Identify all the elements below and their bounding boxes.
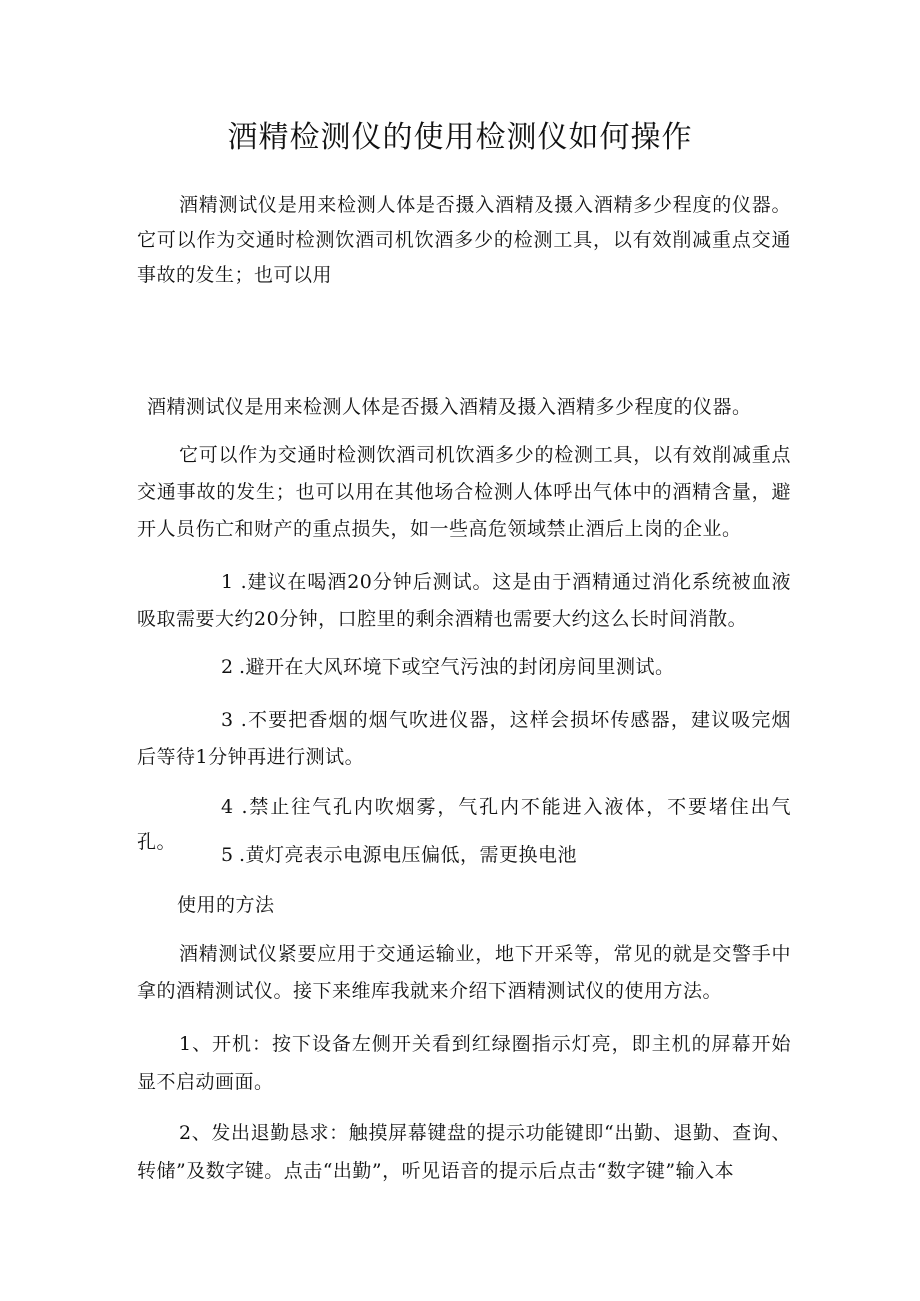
list-item-text: .禁止往气孔内吹烟雾，气孔内不能进入液体，不要堵住出气孔。 [137, 796, 791, 853]
list-item-number: 2 [221, 656, 234, 678]
list-item-1 [137, 564, 791, 638]
list-item-3 [137, 702, 791, 776]
list-item-number: 3 [221, 709, 234, 731]
list-item-text: .避开在大风环境下或空气污浊的封闭房间里测试。 [239, 656, 675, 678]
list-item-number: 5 [221, 844, 234, 866]
usage-paragraph: 它可以作为交通时检测饮酒司机饮酒多少的检测工具，以有效削减重点交通事故的发生；也可以用在其他场合检测人体呼出气体中的酒精含量，避开人员伤亡和财产的重点损失，如一些高危领域禁止酒后上岗的企业。 [137, 444, 791, 540]
list-item-2 [137, 650, 791, 685]
list-item-text: .黄灯亮表示电源电压偏低，需更换电池 [239, 844, 578, 866]
list-item-text: .建议在喝酒20分钟后测试。这是由于酒精通过消化系统被血液吸取需要大约20分钟，口腔里的剩余酒精也需要大约这么长时间消散。 [137, 571, 792, 630]
list-item-number: 1 [221, 571, 234, 593]
step-1-paragraph: 1、开机：按下设备左侧开关看到红绿圈指示灯亮，即主机的屏幕开始显不启动画面。 [137, 1033, 791, 1093]
list-item-5 [137, 838, 791, 873]
document-title: 酒精检测仪的使用检测仪如何操作 [227, 120, 693, 155]
method-paragraph: 酒精测试仪紧要应用于交通运输业，地下开采等，常见的就是交警手中拿的酒精测试仪。接下来维库我就来介绍下酒精测试仪的使用方法。 [137, 943, 791, 1002]
intro-paragraph: 酒精测试仪是用来检测人体是否摄入酒精及摄入酒精多少程度的仪器。它可以作为交通时检测饮酒司机饮酒多少的检测工具，以有效削减重点交通事故的发生；也可以用 [137, 194, 791, 286]
step-2-paragraph: 2、发出退勤恳求：触摸屏幕键盘的提示功能键即“出勤、退勤、查询、转储”及数字键。点击“出勤”，听见语音的提示后点击“数字键”输入本 [137, 1122, 791, 1182]
list-item-number: 4 [221, 796, 234, 818]
section-heading: 使用的方法 [177, 894, 275, 916]
summary-paragraph: 酒精测试仪是用来检测人体是否摄入酒精及摄入酒精多少程度的仪器。 [147, 396, 752, 418]
list-item-text: .不要把香烟的烟气吹进仪器，这样会损坏传感器，建议吸完烟后等待1分钟再进行测试。 [137, 709, 791, 768]
